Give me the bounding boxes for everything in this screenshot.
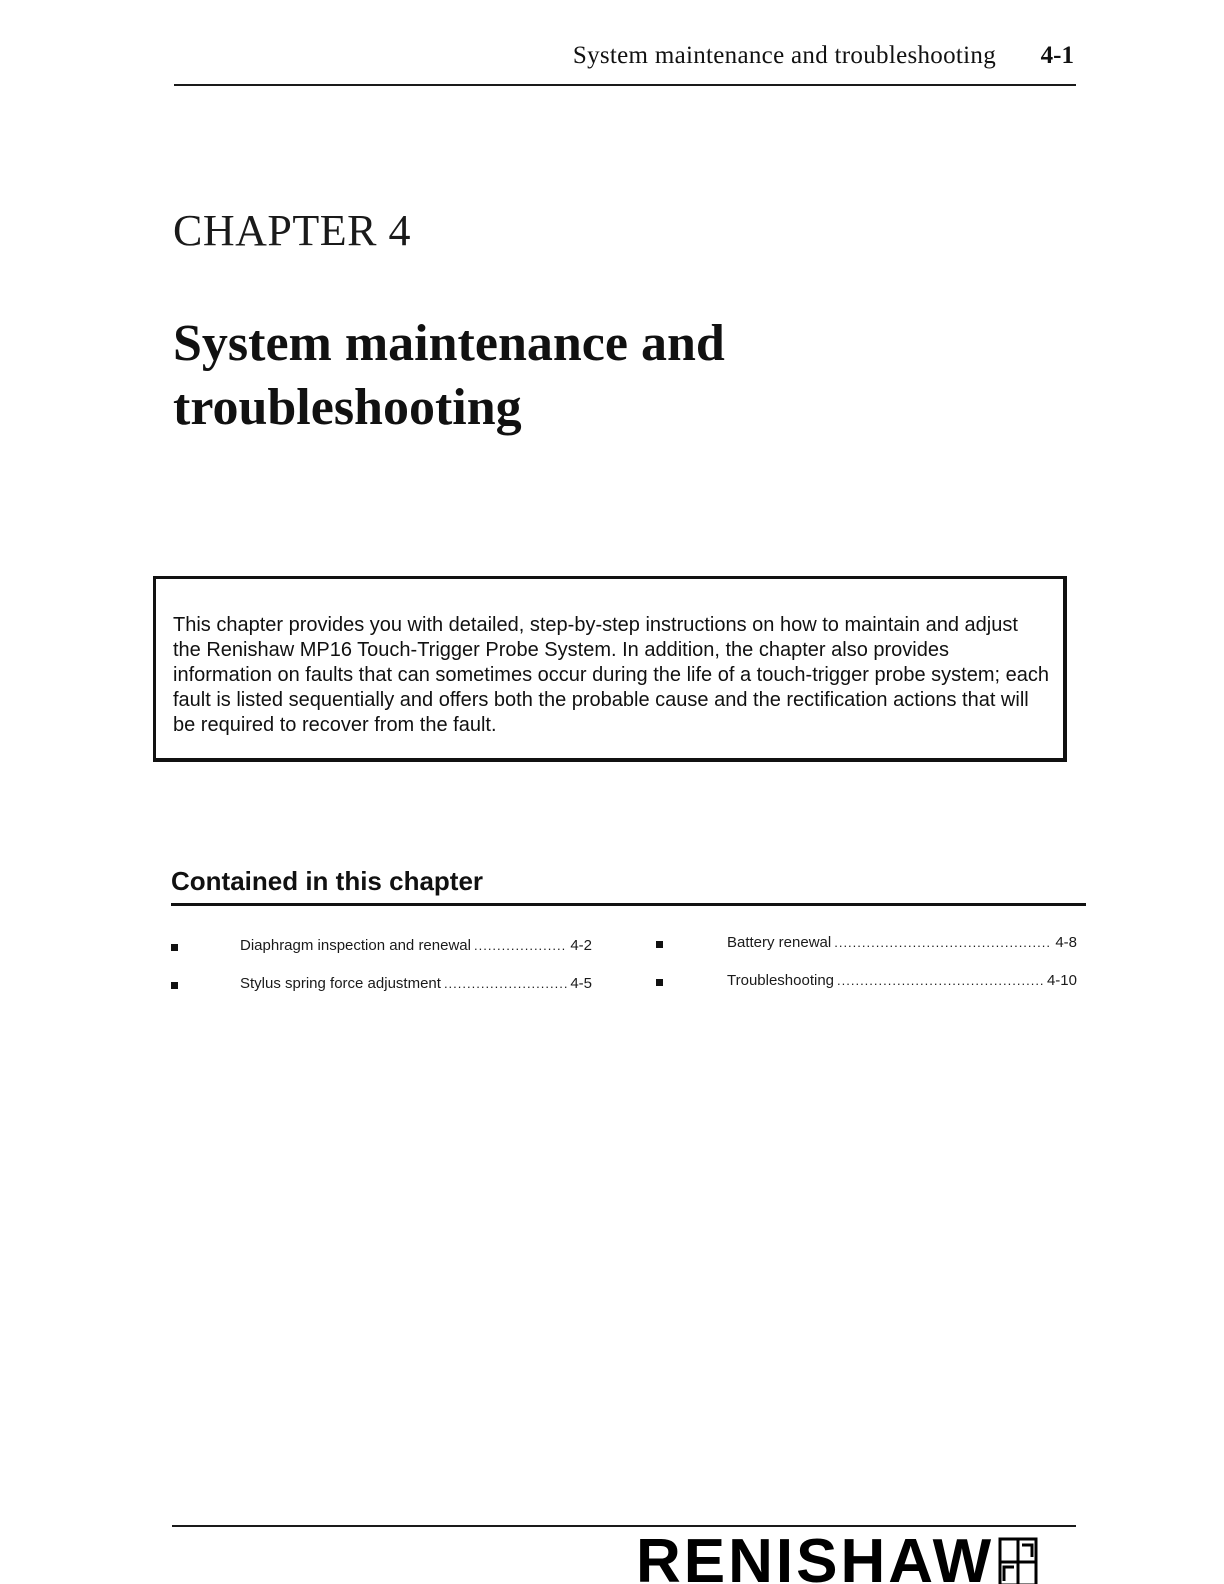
toc-page: 4-2 (570, 937, 592, 954)
toc-leader-dots (474, 938, 567, 953)
toc-entry (240, 937, 592, 954)
toc-item-diaphragm[interactable] (171, 937, 592, 959)
toc-leader-dots (834, 935, 1052, 950)
logo-text: RENISHAW (636, 1531, 995, 1584)
toc-page: 4-10 (1046, 972, 1077, 989)
running-head-title: System maintenance and troubleshooting (572, 42, 996, 69)
chapter-label: CHAPTER 4 (173, 206, 411, 255)
toc-page: 4-5 (570, 975, 592, 992)
chapter-title (173, 312, 973, 440)
toc-leader-dots (444, 976, 567, 991)
intro-box (153, 576, 1067, 762)
toc-label: Stylus spring force adjustment (240, 975, 441, 992)
renishaw-logo (636, 1531, 1076, 1584)
toc-leader-dots (837, 973, 1044, 988)
toc-item-battery[interactable] (656, 934, 1077, 956)
chapter-title-line-2: troubleshooting (173, 379, 522, 436)
page-number: 4-1 (1040, 42, 1074, 69)
toc-label: Battery renewal (727, 934, 832, 951)
renishaw-emblem-icon (998, 1537, 1038, 1584)
toc-item-stylus[interactable] (171, 975, 592, 997)
toc-label: Troubleshooting (727, 972, 835, 989)
toc-entry (727, 972, 1077, 989)
bullet-icon (171, 982, 178, 989)
footer-rule (172, 1525, 1076, 1527)
running-head (174, 40, 1076, 86)
intro-text: This chapter provides you with detailed, step-by-step instructions on how to maintain and adjust the Renishaw MP16 Touch-Trigger Probe System. In addition, the chapter also provides information on faults that can sometimes occur during the life of a touch-trigger probe system; each fault is listed sequentially and offers both the probable cause and the rectification actions that will be required to recover from the fault. (173, 614, 1049, 736)
bullet-icon (171, 944, 178, 951)
toc-label: Diaphragm inspection and renewal (240, 937, 471, 954)
bullet-icon (656, 979, 663, 986)
toc-page: 4-8 (1055, 934, 1077, 951)
chapter-title-line-1: System maintenance and (173, 315, 725, 372)
toc-entry (240, 975, 592, 992)
toc-entry (727, 934, 1077, 951)
contents-rule (171, 903, 1086, 906)
contents-heading: Contained in this chapter (171, 866, 484, 896)
bullet-icon (656, 941, 663, 948)
toc-item-troubleshooting[interactable] (656, 972, 1077, 994)
